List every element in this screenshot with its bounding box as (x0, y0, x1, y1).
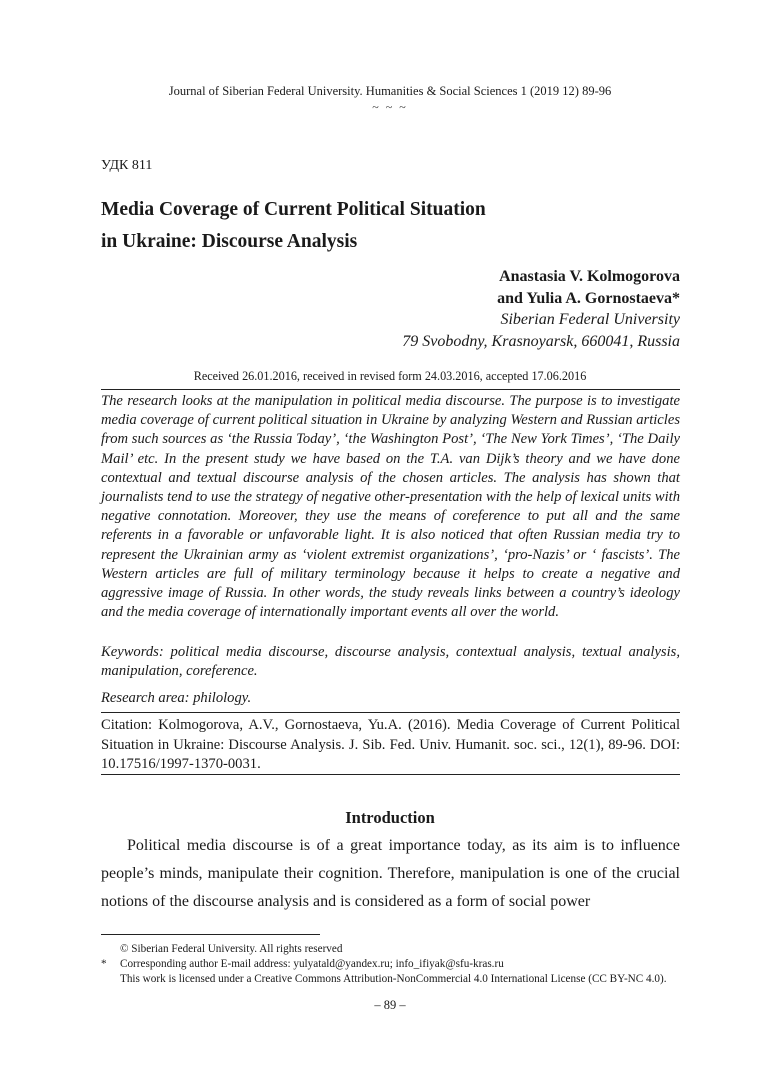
abstract-top-rule (101, 389, 680, 390)
title-line-2: in Ukraine: Discourse Analysis (101, 231, 358, 252)
citation-top-rule (101, 712, 680, 713)
received-dates: Received 26.01.2016, received in revised form 24.03.2016, accepted 17.06.2016 (193, 369, 587, 383)
footnote-corresponding-text: Corresponding author E-mail address: yulyatald@yandex.ru; info_ifiyak@sfu-kras.ru (120, 958, 504, 970)
abstract: The research looks at the manipulation in political media discourse. The purpose is to investigate media coverage of current political situation in Ukraine by analyzing Western and Russian articles from such sources as ‘the Russia Today’, ‘the Washington Post’, ‘The New York Times’, ‘The Daily Mail’ etc. In the present study we have based on the T.A. van Dijk’s theory and we have done contextual and textual discourse analysis of the chosen articles. The analysis has shown that journalists tend to use the strategy of negative other-presentation with the help of lexical units with negative connotation. Moreover, they use the means of coreference to put all and the same referents in a favorable or unfavorable light. It is also noticed that often Russian media try to represent the Ukrainian army as ‘violent extremist organizations’, ‘pro-Nazis’ or ‘ fascists’. The Western articles are full of military terminology because it helps to create a negative and aggressive image of Russia. In other words, the study reveals links between a country’s ideology and the media coverage of internationally important events all over the world. (101, 393, 680, 621)
footnote-rule (101, 934, 320, 935)
author-2: and Yulia A. Gornostaeva* (497, 289, 680, 307)
citation-bottom-rule (101, 774, 680, 775)
title-line-1: Media Coverage of Current Political Situation (101, 199, 486, 220)
header-ornament: ~ ~ ~ (372, 100, 408, 114)
article-title (101, 194, 661, 258)
affiliation: Siberian Federal University (500, 311, 680, 328)
footnote-license: This work is licensed under a Creative Commons Attribution-NonCommercial 4.0 International License (CC BY-NC 4.0). (120, 973, 667, 985)
introduction-heading: Introduction (345, 808, 435, 827)
author-block (402, 266, 680, 352)
page-number: – 89 – (374, 998, 406, 1012)
footnote-corresponding (101, 957, 701, 972)
introduction-text: Political media discourse is of a great importance today, as its aim is to influence people’s minds, manipulate their cognition. Therefore, manipulation is one of the crucial notions of the discourse analysis and is considered as a form of social power (101, 837, 680, 910)
journal-header: Journal of Siberian Federal University. Humanities & Social Sciences 1 (2019 12) 89-96 (168, 84, 612, 98)
citation: Citation: Kolmogorova, A.V., Gornostaeva, Yu.A. (2016). Media Coverage of Current Political Situation in Ukraine: Discourse Analysis. J. Sib. Fed. Univ. Humanit. soc. sci., 12(1), 89-96. DOI: 10.17516/1997-1370-0031. (101, 717, 680, 773)
footnote-star: * (101, 958, 107, 970)
udk-code: УДК 811 (101, 158, 153, 173)
research-area: Research area: philology. (101, 690, 252, 706)
keywords: Keywords: political media discourse, discourse analysis, contextual analysis, textual analysis, manipulation, coreference. (101, 644, 680, 680)
footnote-copyright: © Siberian Federal University. All rights reserved (120, 943, 343, 955)
author-1: Anastasia V. Kolmogorova (499, 268, 680, 285)
address: 79 Svobodny, Krasnoyarsk, 660041, Russia (402, 332, 680, 350)
